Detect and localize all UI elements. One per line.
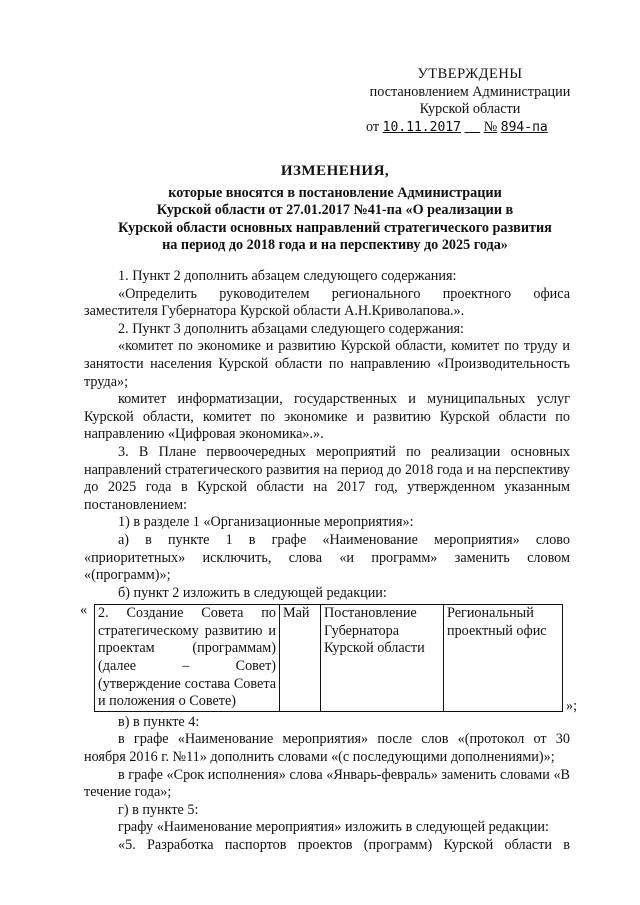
table-quote-open: « xyxy=(80,602,88,619)
paragraph-10: в) в пункте 4: xyxy=(118,713,200,730)
table-quote-close: »; xyxy=(566,698,578,715)
paragraph-12: в графе «Срок исполнения» слова «Январь-февраль» заменить словами «В течение года»; xyxy=(84,766,570,801)
document-body xyxy=(80,268,578,855)
approval-block xyxy=(360,66,580,136)
paragraph-14: графу «Наименование мероприятия» изложить в следующей редакции: xyxy=(118,819,549,836)
heading-title: ИЗМЕНЕНИЯ, xyxy=(280,163,390,179)
document-heading xyxy=(70,163,600,255)
paragraph-8: а) в пункте 1 в графе «Наименование мероприятия» слово «приоритетных» исключить, слова «и программ» заменить словом «(программ)»; xyxy=(84,531,570,584)
approval-date-number xyxy=(360,119,580,137)
amendment-table xyxy=(94,604,563,712)
amendment-table-wrapper xyxy=(80,602,578,715)
paragraph-1: 1. Пункт 2 дополнить абзацем следующего содержания: xyxy=(118,268,457,284)
approval-date: 10.11.2017 xyxy=(382,119,461,135)
paragraph-6: 3. В Плане первоочередных мероприятий по реализации основных направлений стратегического развития на период до 2018 года и на перспективу до 2025 года в Курской области на 2017 год, утвержденном указанным постановлением: xyxy=(84,443,570,513)
paragraph-5: комитет информатизации, государственных и муниципальных услуг Курской области, комитет по экономике и развитию Курской области по направлению «Цифровая экономика».». xyxy=(84,391,570,443)
approval-line-2: Курской области xyxy=(419,101,521,118)
paragraph-2: «Определить руководителем регионального проектного офиса заместителя Губернатора Курской области А.Н.Криволапова.». xyxy=(84,285,570,320)
paragraph-13: г) в пункте 5: xyxy=(118,801,199,818)
approval-line-1: постановлением Администрации xyxy=(369,83,571,100)
approval-number: 894-па xyxy=(500,119,548,135)
table-row xyxy=(95,605,563,712)
table-cell-name: 2. Создание Совета по стратегическому развитию и проектам (программам) (далее – Совет) (утверждение состава Совета и положения о Совете) xyxy=(95,605,280,712)
approval-title: УТВЕРЖДЕНЫ xyxy=(417,66,523,82)
paragraph-4: «комитет по экономике и развитию Курской области, комитет по труду и занятости населения Курской области по направлению «Производительность труда»; xyxy=(84,338,570,390)
table-cell-document: Постановление Губернатора Курской области xyxy=(321,605,444,712)
paragraph-15: «5. Разработка паспортов проектов (программ) Курской области в xyxy=(118,837,570,853)
paragraph-9: б) пункт 2 изложить в следующей редакции: xyxy=(118,584,387,601)
heading-subtitle-4: на период до 2018 года и на перспективу до 2025 года» xyxy=(162,237,508,254)
paragraph-3: 2. Пункт 3 дополнить абзацами следующего содержания: xyxy=(118,320,464,337)
table-cell-term: Май xyxy=(280,605,321,712)
date-prefix: от xyxy=(366,118,380,135)
heading-subtitle-3: Курской области основных направлений стратегического развития xyxy=(118,219,552,236)
number-prefix: № xyxy=(483,118,498,135)
heading-subtitle-1: которые вносятся в постановление Администрации xyxy=(168,184,502,201)
paragraph-11: в графе «Наименование мероприятия» после слов «(протокол от 30 ноября 2016 г. №11» дополнить словами «(с последующими дополнениями)»; xyxy=(84,731,570,766)
table-cell-responsible: Региональный проектный офис xyxy=(444,605,563,712)
paragraph-7: 1) в разделе 1 «Организационные мероприятия»: xyxy=(118,514,414,531)
heading-subtitle-2: Курской области от 27.01.2017 №41-па «О реализации в xyxy=(156,202,514,219)
